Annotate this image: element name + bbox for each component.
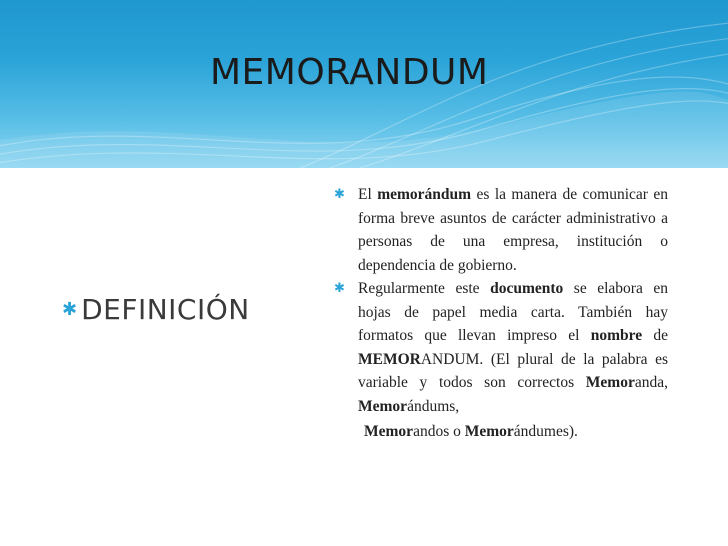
bold-text-run: nombre [590, 327, 643, 344]
bullet-item [334, 183, 668, 277]
text-run: Regularmente este [358, 280, 491, 297]
bold-text-run: Memor [464, 423, 514, 440]
bold-text-run: documento [490, 280, 564, 297]
text-run: se elabora en hojas de papel media carta. También hay formatos que llevan impreso el [358, 280, 668, 344]
asterisk-bullet-icon: ✱ [62, 299, 78, 320]
bold-text-run: Memor [585, 374, 635, 391]
asterisk-bullet-icon: ✱ [334, 187, 345, 202]
continuation-line [334, 420, 668, 444]
title-banner [0, 0, 728, 168]
text-run: El [358, 186, 378, 203]
text-run: es la manera de comunicar en forma breve asuntos de carácter administrativo a personas de una empresa, institución o dependencia de gobierno. [358, 186, 668, 274]
asterisk-bullet-icon: ✱ [334, 281, 345, 296]
text-run: ANDUM. (El plural de la palabra es variable y todos son correctos [358, 350, 668, 391]
bold-text-run: Memor [364, 423, 414, 440]
slide-title: MEMORANDUM [210, 52, 489, 93]
section-label-text: DEFINICIÓN [81, 293, 250, 326]
bullet-item [334, 277, 668, 418]
text-run: ándumes). [513, 423, 578, 440]
bold-text-run: MEMOR [358, 350, 421, 368]
bold-text-run: memorándum [377, 186, 472, 203]
bold-text-run: Memor [358, 397, 408, 415]
text-run: de [642, 327, 668, 344]
text-run: andos o [413, 423, 465, 440]
content-body [334, 183, 668, 444]
text-run: ándums, [407, 397, 460, 415]
section-label [62, 293, 250, 326]
text-run: anda, [634, 374, 668, 391]
